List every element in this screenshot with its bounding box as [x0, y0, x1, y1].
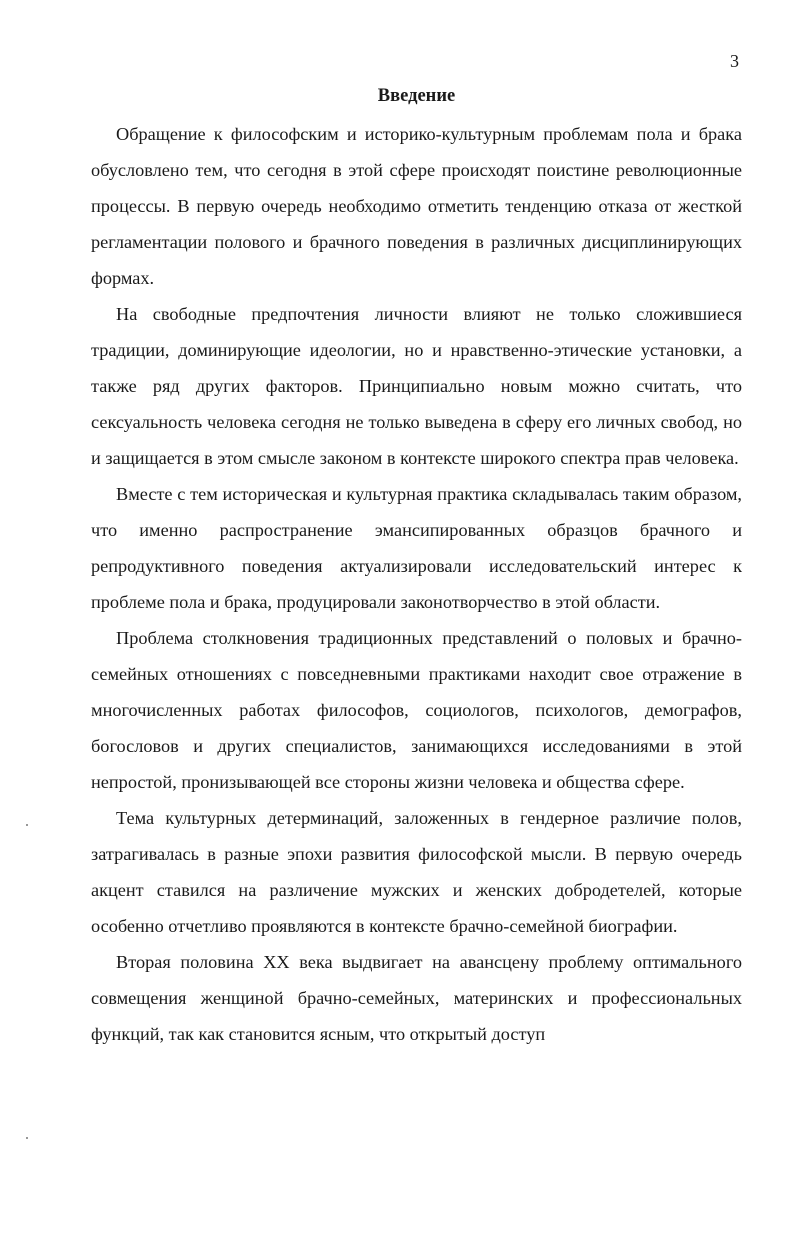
scan-speck	[26, 824, 28, 826]
section-heading: Введение	[377, 86, 456, 106]
paragraph-5: Тема культурных детерминаций, заложенных в гендерное различие полов, затрагивалась в разные эпохи развития философской мысли. В первую очередь акцент ставился на различение мужских и женских добродетелей, которые особенно отчетливо проявляются в контексте брачно-семейной биографии.	[91, 808, 742, 936]
body-text	[91, 116, 742, 1052]
page-number: 3	[730, 51, 739, 71]
paragraph-4: Проблема столкновения традиционных представлений о половых и брачно-семейных отношениях с повседневными практиками находит свое отражение в многочисленных работах философов, социологов, психологов, демографов, богословов и других специалистов, занимающихся исследованиями в этой непростой, пронизывающей все стороны жизни человека и общества сфере.	[91, 628, 742, 792]
paragraph-6: Вторая половина XX века выдвигает на авансцену проблему оптимального совмещения женщиной брачно-семейных, материнских и профессиональных функций, так как становится ясным, что открытый доступ	[91, 952, 742, 1044]
scan-speck	[26, 1137, 28, 1139]
paragraph-1: Обращение к философским и историко-культурным проблемам пола и брака обусловлено тем, что сегодня в этой сфере происходят поистине революционные процессы. В первую очередь необходимо отметить тенденцию отказа от жесткой регламентации полового и брачного поведения в различных дисциплинирующих формах.	[91, 124, 742, 288]
paragraph-2: На свободные предпочтения личности влияют не только сложившиеся традиции, доминирующие идеологии, но и нравственно-этические установки, а также ряд других факторов. Принципиально новым можно считать, что сексуальность человека сегодня не только выведена в сферу его личных свобод, но и защищается в этом смысле законом в контексте широкого спектра прав человека.	[91, 304, 742, 468]
paragraph-3: Вместе с тем историческая и культурная практика складывалась таким образом, что именно распространение эмансипированных образцов брачного и репродуктивного поведения актуализировали исследовательский интерес к проблеме пола и брака, продуцировали законотворчество в этой области.	[91, 484, 742, 612]
